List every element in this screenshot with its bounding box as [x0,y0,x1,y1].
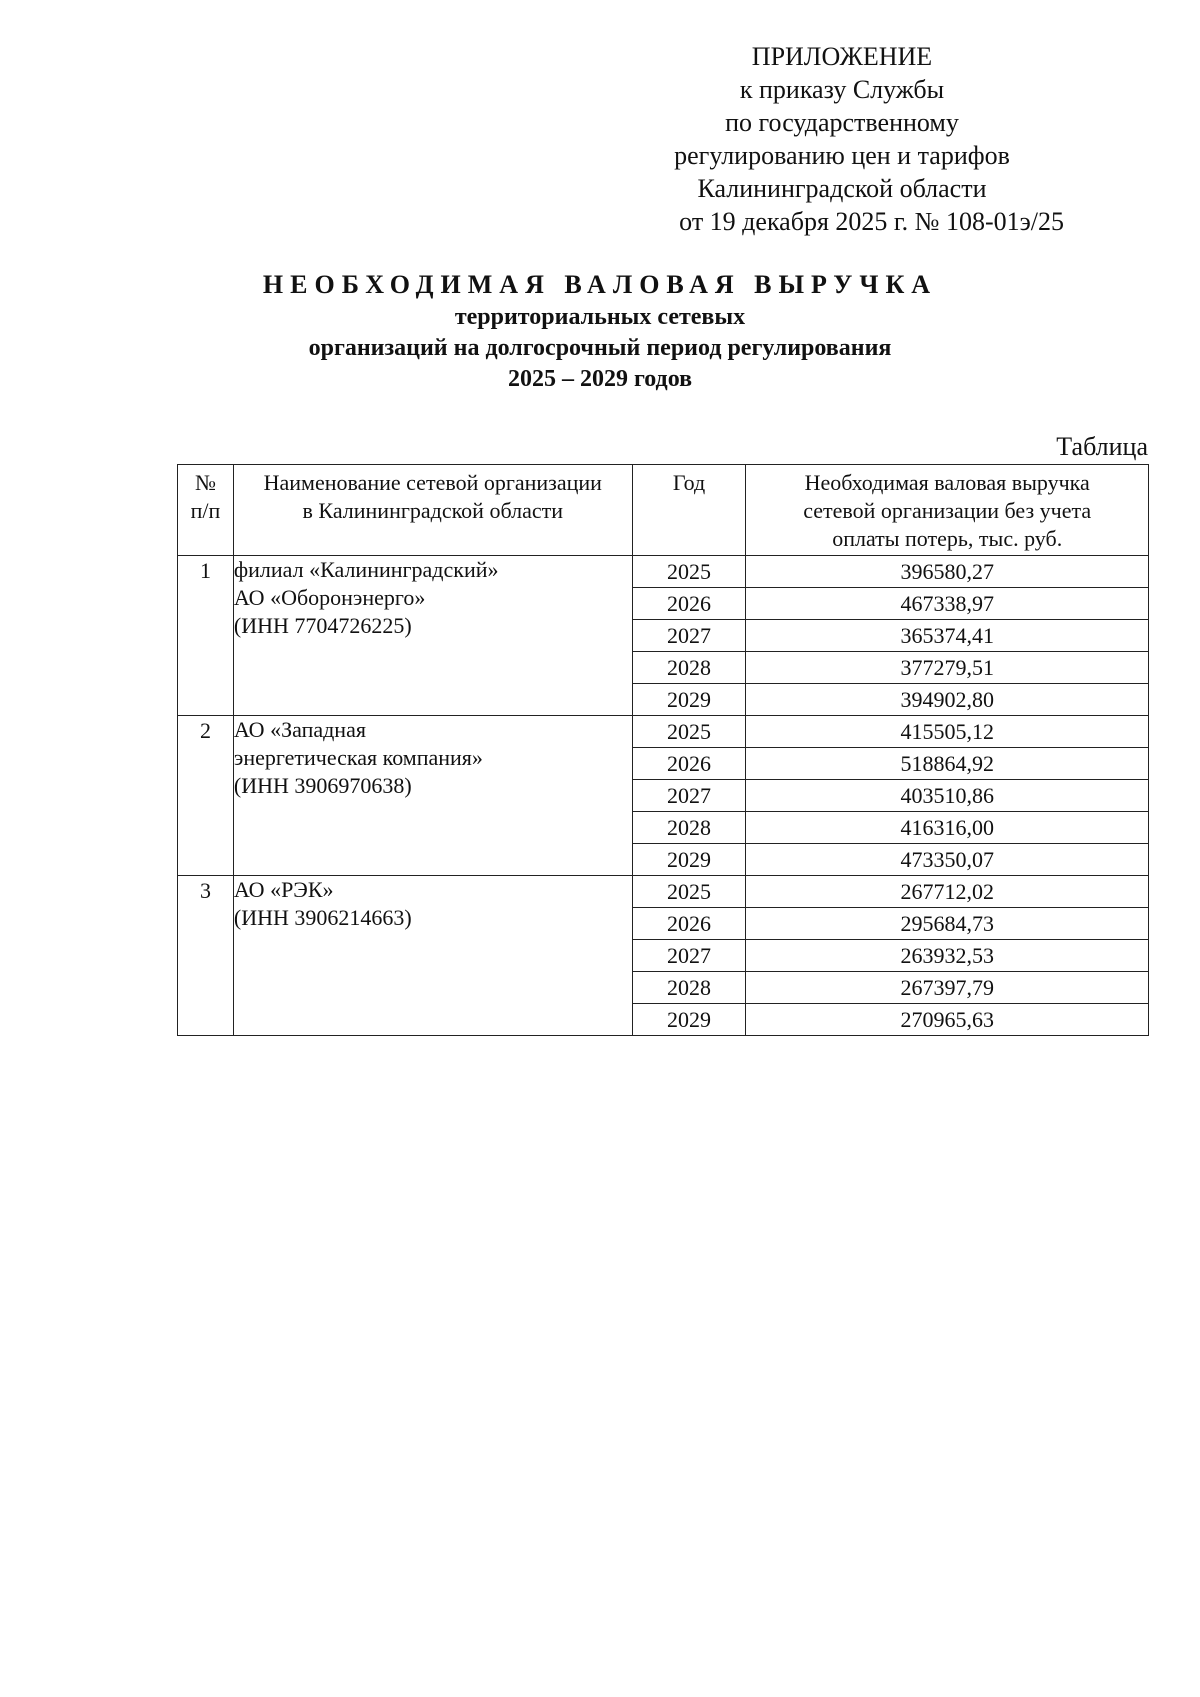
year-cell: 2027 [632,940,746,972]
table-header-row [178,465,1149,556]
row-number: 2 [178,716,234,876]
year-cell: 2028 [632,652,746,684]
year-cell: 2026 [632,908,746,940]
appendix-line: регулированию цен и тарифов [674,141,1010,170]
header-name: Наименование сетевой организации в Калининградской области [233,465,632,556]
value-cell: 270965,63 [746,1004,1149,1036]
title-sub-line: организаций на долгосрочный период регулирования [308,335,892,361]
organization-name: АО «Западная энергетическая компания» (ИНН 3906970638) [233,716,632,876]
appendix-block [632,40,1064,238]
year-cell: 2025 [632,876,746,908]
value-cell: 267712,02 [746,876,1149,908]
value-cell: 295684,73 [746,908,1149,940]
value-cell: 473350,07 [746,844,1149,876]
year-cell: 2029 [632,684,746,716]
year-cell: 2025 [632,716,746,748]
value-cell: 403510,86 [746,780,1149,812]
value-cell: 467338,97 [746,588,1149,620]
year-cell: 2029 [632,1004,746,1036]
value-cell: 415505,12 [746,716,1149,748]
order-date-number: от 19 декабря 2025 г. № 108-01э/25 [679,207,1064,236]
value-cell: 394902,80 [746,684,1149,716]
header-value: Необходимая валовая выручка сетевой организации без учета оплаты потерь, тыс. руб. [746,465,1149,556]
value-cell: 416316,00 [746,812,1149,844]
header-num: № п/п [178,465,234,556]
title-main: НЕОБХОДИМАЯ ВАЛОВАЯ ВЫРУЧКА [262,270,938,299]
appendix-heading: ПРИЛОЖЕНИЕ [751,42,933,71]
row-number: 3 [178,876,234,1036]
table-row [178,876,1149,908]
organization-name: филиал «Калининградский» АО «Оборонэнерго» (ИНН 7704726225) [233,556,632,716]
year-cell: 2029 [632,844,746,876]
year-cell: 2028 [632,812,746,844]
document-title [160,268,1040,395]
appendix-line: к приказу Службы [739,75,945,104]
appendix-line: по государственному [725,108,959,137]
table-row [178,556,1149,588]
appendix-line: Калининградской области [697,174,987,203]
year-cell: 2028 [632,972,746,1004]
title-sub-line: территориальных сетевых [454,304,746,330]
year-cell: 2027 [632,780,746,812]
organization-name: АО «РЭК» (ИНН 3906214663) [233,876,632,1036]
value-cell: 267397,79 [746,972,1149,1004]
table-caption: Таблица [1056,432,1148,461]
header-year: Год [632,465,746,556]
year-cell: 2025 [632,556,746,588]
value-cell: 377279,51 [746,652,1149,684]
year-cell: 2026 [632,748,746,780]
year-cell: 2027 [632,620,746,652]
row-number: 1 [178,556,234,716]
value-cell: 518864,92 [746,748,1149,780]
revenue-table [177,464,1149,1036]
value-cell: 396580,27 [746,556,1149,588]
value-cell: 263932,53 [746,940,1149,972]
value-cell: 365374,41 [746,620,1149,652]
table-row [178,716,1149,748]
title-period: 2025 – 2029 годов [507,366,693,392]
year-cell: 2026 [632,588,746,620]
